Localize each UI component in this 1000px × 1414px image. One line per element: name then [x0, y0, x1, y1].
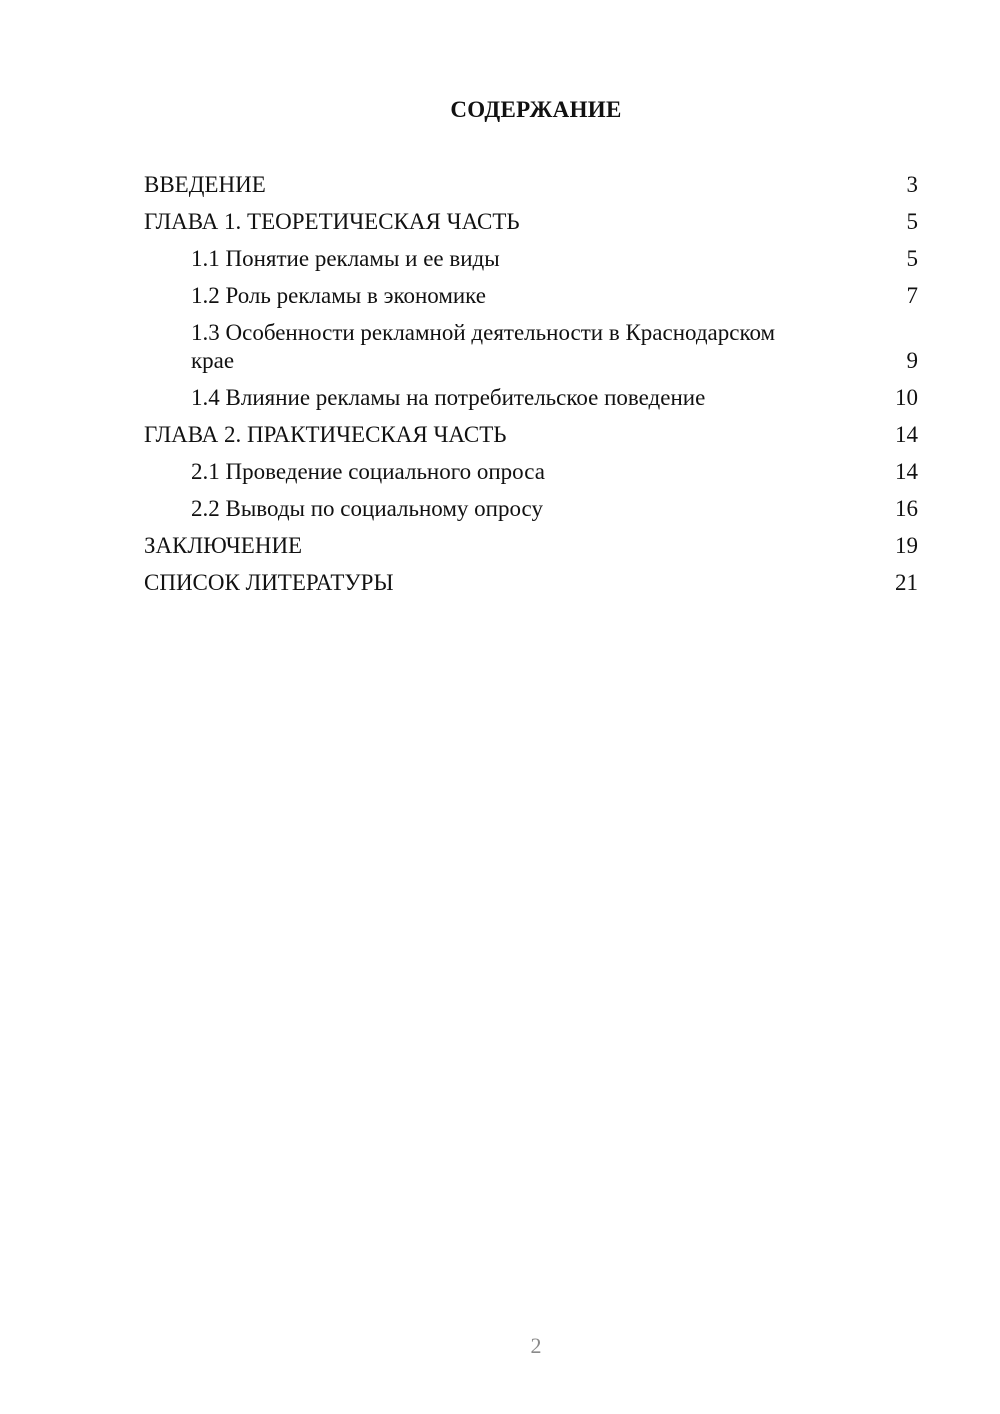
toc-entry-text: ЗАКЛЮЧЕНИЕ	[144, 533, 303, 558]
toc-entry-page: 14	[895, 422, 918, 447]
toc-entry-text: 2.2 Выводы по социальному опросу	[191, 496, 543, 521]
toc-entry-section-2-2[interactable]	[144, 493, 918, 530]
toc-entry-references[interactable]	[144, 567, 918, 604]
toc-entry-section-1-1[interactable]	[144, 243, 918, 280]
toc-entry-page: 3	[906, 172, 918, 197]
toc-entry-page: 21	[895, 570, 918, 595]
table-of-contents	[144, 169, 918, 604]
toc-entry-text: 1.1 Понятие рекламы и ее виды	[191, 246, 500, 271]
toc-entry-chapter-1[interactable]	[144, 206, 918, 243]
toc-entry-page: 19	[895, 533, 918, 558]
toc-entry-text: ВВЕДЕНИЕ	[144, 172, 266, 197]
toc-entry-section-1-2[interactable]	[144, 280, 918, 317]
toc-entry-text: 2.1 Проведение социального опроса	[191, 459, 545, 484]
toc-entry-page: 5	[906, 209, 918, 234]
toc-entry-text: 1.3 Особенности рекламной деятельности в Краснодарском крае	[191, 320, 776, 373]
toc-entry-page: 16	[895, 496, 918, 521]
toc-entry-page: 14	[895, 459, 918, 484]
toc-entry-section-1-3[interactable]	[144, 317, 918, 382]
toc-entry-section-1-4[interactable]	[144, 382, 918, 419]
toc-entry-page: 9	[906, 348, 918, 373]
toc-entry-page: 10	[895, 385, 918, 410]
toc-entry-chapter-2[interactable]	[144, 419, 918, 456]
toc-entry-page: 7	[906, 283, 918, 308]
toc-entry-text: СПИСОК ЛИТЕРАТУРЫ	[144, 570, 394, 595]
toc-entry-text: ГЛАВА 2. ПРАКТИЧЕСКАЯ ЧАСТЬ	[144, 422, 507, 447]
page-title: СОДЕРЖАНИЕ	[450, 97, 622, 122]
toc-entry-page: 5	[906, 246, 918, 271]
toc-entry-text: 1.2 Роль рекламы в экономике	[191, 283, 486, 308]
toc-entry-section-2-1[interactable]	[144, 456, 918, 493]
toc-entry-conclusion[interactable]	[144, 530, 918, 567]
toc-entry-text: 1.4 Влияние рекламы на потребительское поведение	[191, 385, 706, 410]
toc-entry-introduction[interactable]	[144, 169, 918, 206]
toc-entry-text: ГЛАВА 1. ТЕОРЕТИЧЕСКАЯ ЧАСТЬ	[144, 209, 520, 234]
page-number: 2	[530, 1333, 542, 1358]
